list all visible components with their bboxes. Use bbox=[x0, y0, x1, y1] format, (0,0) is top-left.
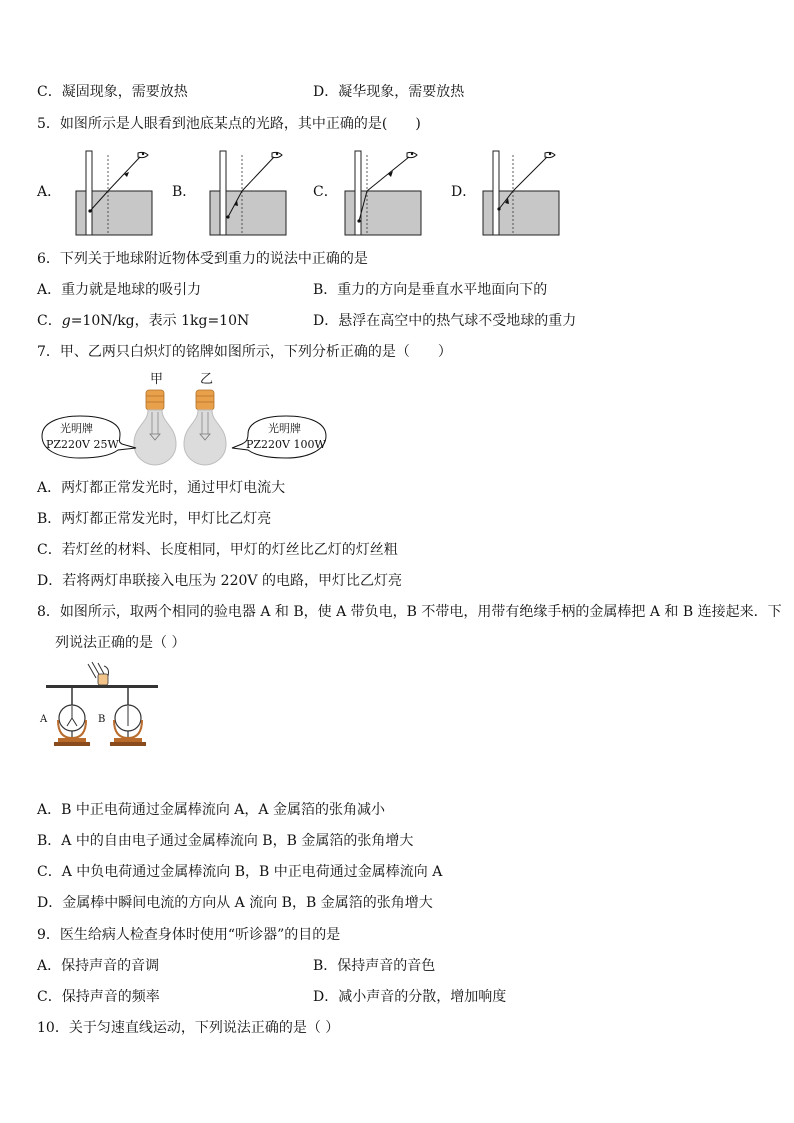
q7-bulbs-figure bbox=[40, 368, 330, 468]
q7-stem: 7．甲、乙两只白炽灯的铭牌如图所示，下列分析正确的是（ ） bbox=[37, 344, 452, 360]
q8-option-c: C．A 中负电荷通过金属棒流向 B，B 中正电荷通过金属棒流向 A bbox=[37, 864, 443, 880]
q6-option-a: A．重力就是地球的吸引力 bbox=[37, 282, 202, 298]
q10-stem: 10．关于匀速直线运动，下列说法正确的是（ ） bbox=[37, 1020, 340, 1036]
q7-option-b: B．两灯都正常发光时，甲灯比乙灯亮 bbox=[37, 511, 272, 527]
q6-option-c: C．g=10N/kg，表示 1kg=10N bbox=[37, 313, 250, 329]
electroscope-b-label: B bbox=[98, 714, 106, 725]
bubble-jia-brand: 光明牌 bbox=[60, 422, 93, 435]
q9-option-c: C．保持声音的频率 bbox=[37, 989, 160, 1005]
nameplate-bubble-jia bbox=[42, 416, 136, 458]
q5-label-d: D． bbox=[451, 184, 477, 200]
q4-option-d: D．凝华现象，需要放热 bbox=[313, 84, 465, 100]
q8-electroscope-figure bbox=[38, 660, 163, 755]
q5-label-b: B． bbox=[172, 184, 197, 200]
bubble-jia-model: PZ220V 25W bbox=[46, 438, 119, 451]
bubble-yi-model: PZ220V 100W bbox=[246, 438, 326, 451]
q8-option-a: A．B 中正电荷通过金属棒流向 A，A 金属箔的张角减小 bbox=[37, 802, 385, 818]
q6-option-d: D．悬浮在高空中的热气球不受地球的重力 bbox=[313, 313, 577, 329]
q9-stem: 9．医生给病人检查身体时使用“听诊器”的目的是 bbox=[37, 927, 341, 943]
q6-stem: 6．下列关于地球附近物体受到重力的说法中正确的是 bbox=[37, 251, 368, 267]
electroscope-a-label: A bbox=[40, 714, 48, 725]
electroscope-b bbox=[110, 688, 146, 746]
q5-diagram-d bbox=[479, 147, 563, 237]
q5-label-c: C． bbox=[313, 184, 338, 200]
q7-option-d: D．若将两灯串联接入电压为 220V 的电路，甲灯比乙灯亮 bbox=[37, 573, 402, 589]
q8-option-b: B．A 中的自由电子通过金属棒流向 B，B 金属箔的张角增大 bbox=[37, 833, 414, 849]
bulb-jia bbox=[134, 390, 176, 465]
q8-stem-line1: 8．如图所示，取两个相同的验电器 A 和 B，使 A 带负电，B 不带电，用带有绝缘手柄的金属棒把 A 和 B 连接起来．下 bbox=[37, 604, 782, 620]
q7-option-c: C．若灯丝的材料、长度相同，甲灯的灯丝比乙灯的灯丝粗 bbox=[37, 542, 398, 558]
q8-stem-line2: 列说法正确的是（ ） bbox=[55, 635, 186, 651]
q5-diagram-b bbox=[206, 147, 290, 237]
q5-label-a: A． bbox=[37, 184, 62, 200]
electroscope-a bbox=[54, 688, 90, 746]
nameplate-bubble-yi bbox=[232, 416, 326, 458]
q4-option-c: C．凝固现象，需要放热 bbox=[37, 84, 188, 100]
bubble-yi-brand: 光明牌 bbox=[268, 422, 301, 435]
q5-diagram-a bbox=[72, 147, 156, 237]
bulb-jia-label: 甲 bbox=[150, 372, 164, 387]
q7-option-a: A．两灯都正常发光时，通过甲灯电流大 bbox=[37, 480, 286, 496]
q9-option-d: D．减小声音的分散，增加响度 bbox=[313, 989, 507, 1005]
q6-option-b: B．重力的方向是垂直水平地面向下的 bbox=[313, 282, 548, 298]
bulb-yi bbox=[184, 390, 226, 465]
q5-stem: 5．如图所示是人眼看到池底某点的光路，其中正确的是( ) bbox=[37, 116, 421, 132]
q8-option-d: D．金属棒中瞬间电流的方向从 A 流向 B，B 金属箔的张角增大 bbox=[37, 895, 433, 911]
bulb-yi-label: 乙 bbox=[200, 372, 214, 387]
q9-option-b: B．保持声音的音色 bbox=[313, 958, 436, 974]
q5-diagram-c bbox=[341, 147, 425, 237]
q9-option-a: A．保持声音的音调 bbox=[37, 958, 160, 974]
